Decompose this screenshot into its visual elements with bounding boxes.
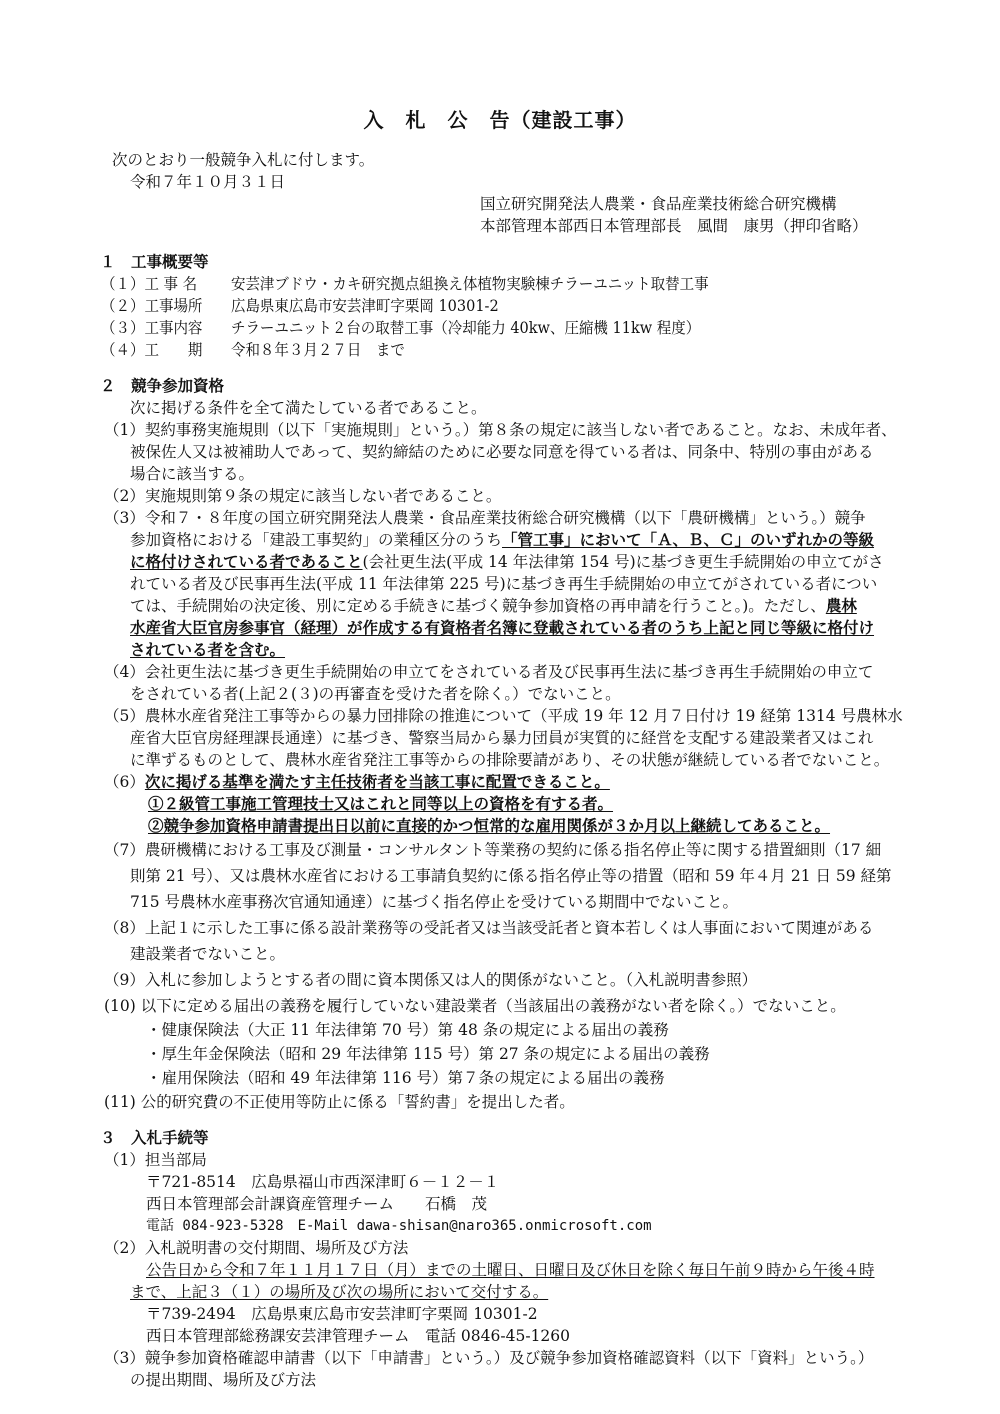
qualification-1-line-2: 被保佐人又は被補助人であって、契約締結のために必要な同意を得ている者は、同条中、特別の事由がある (130, 443, 874, 461)
procedure-2-address: 〒739-2494 広島県東広島市安芸津町字栗岡 10301-2 (146, 1305, 538, 1323)
work-item-label: （３）工事内容 (100, 319, 203, 337)
procedure-1-team: 西日本管理部会計課資産管理チーム 石橋 茂 (146, 1195, 488, 1213)
work-item-label: （４）工 期 (100, 341, 203, 359)
qualification-10: (10) 以下に定める届出の義務を履行していない建設業者（当該届出の義務がない者を除く。）でないこと。 (104, 997, 846, 1015)
qualification-3-line-4: れている者及び民事再生法(平成 11 年法律第 225 号)に基づき再生手続開始の申立てがされている者につい (130, 575, 878, 593)
work-item-value: 令和８年３月２７日 まで (230, 341, 405, 359)
qualification-7-line-2: 則第 21 号）、又は農林水産省における工事請負契約に係る指名停止等の措置（昭和 59 年４月 21 日 59 経第 (130, 867, 892, 885)
issuer-organization: 国立研究開発法人農業・食品産業技術総合研究機構 (480, 195, 837, 213)
procedure-1-label: （1）担当部局 (104, 1151, 207, 1169)
qualification-2: （2）実施規則第９条の規定に該当しない者であること。 (104, 487, 502, 505)
qualification-6-sub-1: ①２級管工事施工管理技士又はこれと同等以上の資格を有する者。 (148, 794, 614, 813)
qualification-3-text: ては、手続開始の決定後、別に定める手続きに基づく競争参加資格の再申請を行うこと。)。ただし、 (130, 597, 826, 615)
qualification-8-line-1: （8）上記１に示した工事に係る設計業務等の受託者又は当該受託者と資本若しくは人事面において関連がある (104, 919, 874, 937)
section-3-heading: ３ 入札手続等 (100, 1128, 209, 1147)
procedure-2-period-line-1: 公告日から令和７年１１月１７日（月）までの土曜日、日曜日及び休日を除く毎日午前９時から午後４時 (146, 1261, 875, 1279)
qualification-3-line-1: （3）令和７・８年度の国立研究開発法人農業・食品産業技術総合研究機構（以下「農研機構」という。）競争 (104, 509, 866, 527)
intro-text: 次のとおり一般競争入札に付します。 (112, 151, 375, 169)
procedure-2-label: （2）入札説明書の交付期間、場所及び方法 (104, 1239, 409, 1257)
qualification-3-line-5 (130, 596, 857, 616)
qualification-9: （9）入札に参加しようとする者の間に資本関係又は人的関係がないこと。（入札説明書参照） (104, 971, 758, 989)
qualification-7-line-3: 715 号農林水産事務次官通知通達）に基づく指名停止を受けている期間中でないこと。 (130, 893, 739, 911)
work-item-value: チラーユニット２台の取替工事（冷却能力 40kw、圧縮機 11kw 程度） (230, 319, 701, 337)
qualification-3-emphasis: に格付けされている者であること (130, 552, 363, 571)
qualification-11: (11) 公的研究費の不正使用等防止に係る「誓約書」を提出した者。 (104, 1093, 575, 1111)
work-item-label: （２）工事場所 (100, 297, 203, 315)
procedure-1-contact: 電話 084-923-5328 E-Mail dawa-shisan@naro365.onmicrosoft.com (146, 1218, 652, 1234)
qualification-3-line-2 (130, 530, 874, 550)
work-item-label: （１）工 事 名 (100, 275, 198, 293)
qualification-4-line-1: （4）会社更生法に基づき更生手続開始の申立てをされている者及び民事再生法に基づき再生手続開始の申立て (104, 663, 874, 681)
qualification-3-line-3 (130, 552, 884, 572)
procedure-2-period-line-2: まで、上記３（１）の場所及び次の場所において交付する。 (130, 1283, 549, 1301)
section-2-heading: ２ 競争参加資格 (100, 376, 225, 395)
issuer-person: 本部管理本部西日本管理部長 風間 康男（押印省略） (480, 217, 868, 235)
qualification-6-number: （6） (104, 773, 145, 791)
work-item-value: 広島県東広島市安芸津町字栗岡 10301-2 (230, 297, 499, 315)
work-item-1 (0, 274, 935, 294)
procedure-3-line-2: の提出期間、場所及び方法 (130, 1371, 317, 1389)
procedure-3-line-1: （3）競争参加資格確認申請書（以下「申請書」という。）及び競争参加資格確認資料（以下「資料」という。） (104, 1349, 874, 1367)
qualification-3-line-6: 水産省大臣官房参事官（経理）が作成する有資格者名簿に登載されている者のうち上記と同じ等級に格付け (130, 618, 875, 637)
qualification-6-line-1 (104, 772, 610, 792)
procedure-2-team: 西日本管理部総務課安芸津管理チーム 電話 0846-45-1260 (146, 1327, 571, 1345)
qualification-3-line-7: されている者を含む。 (130, 640, 286, 659)
work-item-value: 安芸津ブドウ・カキ研究拠点組換え体植物実験棟チラーユニット取替工事 (230, 275, 709, 293)
qualification-1-line-1: （1）契約事務実施規則（以下「実施規則」という。）第８条の規定に該当しない者であること。なお、未成年者、 (104, 421, 897, 439)
qualification-3-text: (会社更生法(平成 14 年法律第 154 号)に基づき更生手続開始の申立てがさ (362, 553, 884, 571)
qualification-6-sub-2: ②競争参加資格申請書提出日以前に直接的かつ恒常的な雇用関係が３か月以上継続してあること。 (148, 816, 831, 835)
qualification-10-bullet-2: ・厚生年金保険法（昭和 29 年法律第 115 号）第 27 条の規定による届出の義務 (146, 1045, 710, 1063)
qualification-1-line-3: 場合に該当する。 (130, 465, 255, 483)
work-item-4 (0, 340, 935, 360)
page-title: 入 札 公 告（建設工事） (363, 108, 637, 132)
qualification-5-line-3: に準ずるものとして、農林水産省発注工事等からの排除要請があり、その状態が継続している者でないこと。 (130, 751, 890, 769)
qualification-10-bullet-1: ・健康保険法（大正 11 年法律第 70 号）第 48 条の規定による届出の義務 (146, 1021, 669, 1039)
qualification-7-line-1: （7）農研機構における工事及び測量・コンサルタント等業務の契約に係る指名停止等に関する措置細則（17 細 (104, 841, 882, 859)
notice-date: 令和７年１０月３１日 (130, 173, 286, 191)
section-2-lead: 次に掲げる条件を全て満たしている者であること。 (130, 399, 487, 417)
qualification-3-text: 参加資格における「建設工事契約」の業種区分のうち (130, 531, 503, 549)
qualification-3-emphasis: 農林 (825, 596, 857, 615)
qualification-3-emphasis: 「管工事」において「Ａ、Ｂ、Ｃ」のいずれかの等級 (502, 530, 875, 549)
procedure-1-address: 〒721-8514 広島県福山市西深津町６－１２－１ (146, 1173, 500, 1191)
qualification-5-line-2: 産省大臣官房経理課長通達）に基づき、警察当局から暴力団員が実質的に経営を支配する建設業者又はこれ (130, 729, 874, 747)
qualification-6-text: 次に掲げる基準を満たす主任技術者を当該工事に配置できること。 (144, 772, 610, 791)
qualification-4-line-2: をされている者(上記２(３)の再審査を受けた者を除く。）でないこと。 (130, 685, 621, 703)
qualification-5-line-1: （5）農林水産省発注工事等からの暴力団排除の推進について（平成 19 年 12 月７日付け 19 経第 1314 号農林水 (104, 707, 903, 725)
qualification-10-bullet-3: ・雇用保険法（昭和 49 年法律第 116 号）第７条の規定による届出の義務 (146, 1069, 665, 1087)
work-item-2 (0, 296, 935, 316)
work-item-3 (0, 318, 935, 338)
section-1-heading: １ 工事概要等 (100, 252, 209, 271)
qualification-8-line-2: 建設業者でないこと。 (130, 945, 286, 963)
